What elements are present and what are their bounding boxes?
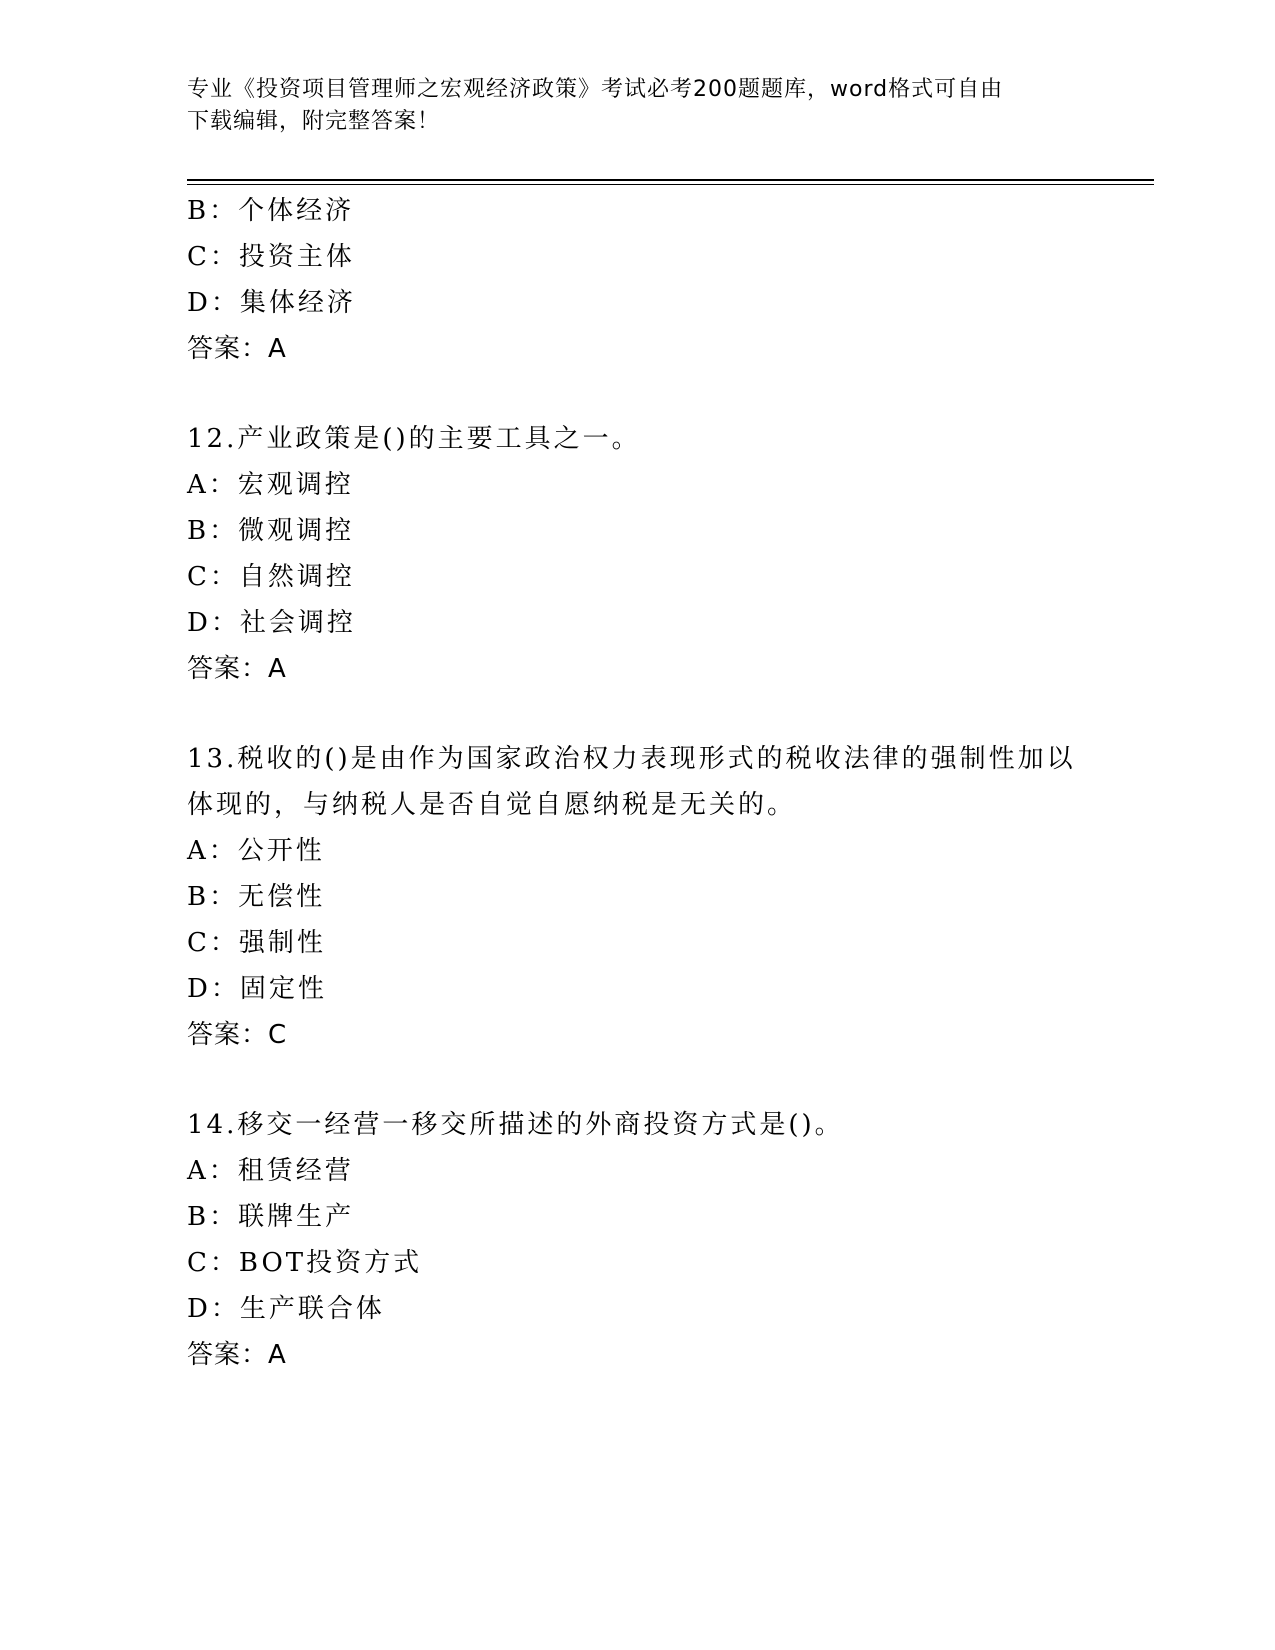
option-a: A：租赁经营 — [187, 1156, 354, 1186]
option-a: A：宏观调控 — [187, 470, 354, 500]
header-line-1: 专业《投资项目管理师之宏观经济政策》考试必考200题题库，word格式可自由 — [187, 77, 1004, 102]
question-list — [187, 188, 1087, 1378]
answer: 答案：C — [187, 1020, 288, 1050]
option-d: D：生产联合体 — [187, 1294, 385, 1324]
option-c: C：投资主体 — [187, 242, 355, 272]
document-header — [187, 74, 1077, 138]
option-b: B：无偿性 — [187, 882, 326, 912]
option-c: C：强制性 — [187, 928, 326, 958]
question-13 — [187, 736, 1087, 1058]
header-divider-thin — [187, 184, 1154, 185]
option-c: C：自然调控 — [187, 562, 355, 592]
answer: 答案：A — [187, 654, 287, 684]
header-divider-thick — [187, 179, 1154, 181]
option-d: D：固定性 — [187, 974, 327, 1004]
question-11-partial — [187, 188, 1087, 372]
question-14 — [187, 1102, 1087, 1378]
header-line-2: 下载编辑，附完整答案！ — [187, 109, 441, 134]
answer: 答案：A — [187, 1340, 287, 1370]
option-b: B：联牌生产 — [187, 1202, 355, 1232]
option-d: D：社会调控 — [187, 608, 356, 638]
question-stem: 14.移交一经营一移交所描述的外商投资方式是()。 — [187, 1110, 844, 1140]
question-stem: 12.产业政策是()的主要工具之一。 — [187, 424, 641, 454]
question-12 — [187, 416, 1087, 692]
option-d: D：集体经济 — [187, 288, 356, 318]
option-b: B：个体经济 — [187, 196, 355, 226]
question-stem: 13.税收的()是由作为国家政治权力表现形式的税收法律的强制性加以体现的，与纳税人是否自觉自愿纳税是无关的。 — [187, 744, 1076, 820]
answer: 答案：A — [187, 334, 287, 364]
option-c: C：BOT投资方式 — [187, 1248, 423, 1278]
option-b: B：微观调控 — [187, 516, 355, 546]
option-a: A：公开性 — [187, 836, 325, 866]
